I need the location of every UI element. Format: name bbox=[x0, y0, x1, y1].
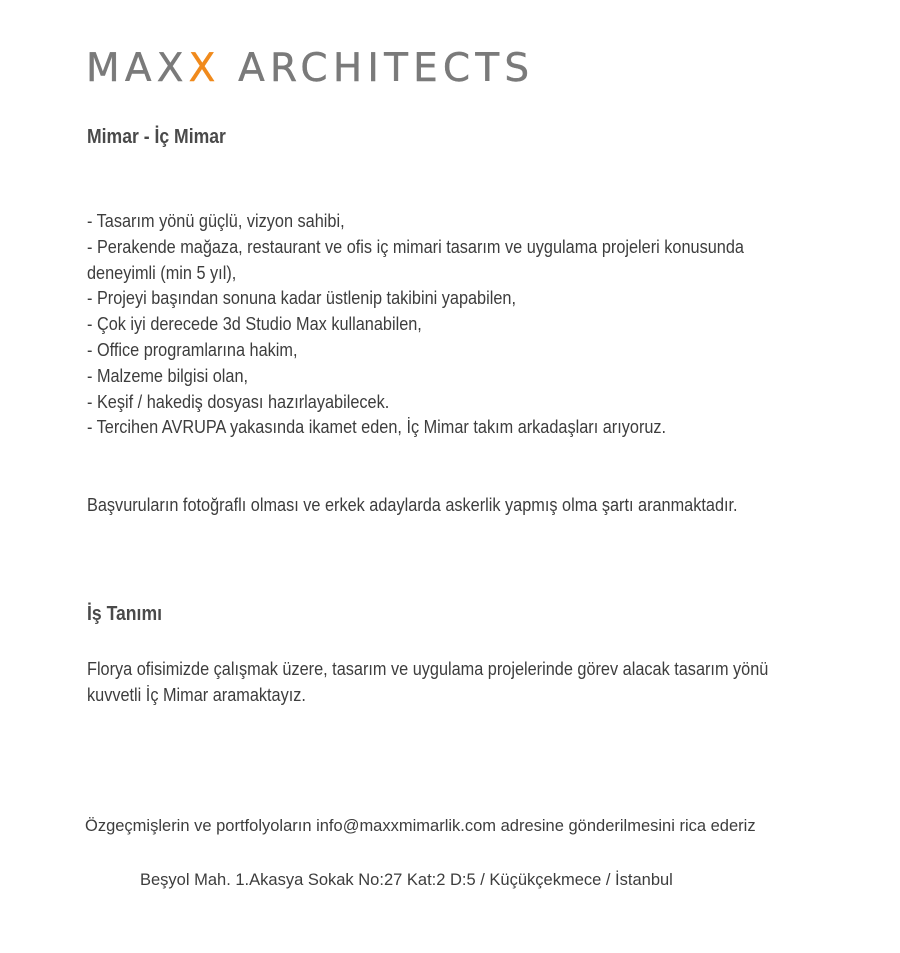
office-address: Beşyol Mah. 1.Akasya Sokak No:27 Kat:2 D:5 / Küçükçekmece / İstanbul bbox=[140, 871, 673, 889]
list-item: - Keşif / hakediş dosyası hazırlayabilecek. bbox=[87, 390, 390, 412]
list-item: - Tercihen AVRUPA yakasında ikamet eden, İç Mimar takım arkadaşları arıyoruz. bbox=[87, 416, 667, 438]
requirements-list bbox=[87, 208, 744, 440]
job-description-line: Florya ofisimizde çalışmak üzere, tasarım ve uygulama projelerinde görev alacak tasarım yönü bbox=[87, 658, 769, 679]
list-item: - Çok iyi derecede 3d Studio Max kullanabilen, bbox=[87, 313, 422, 335]
job-description-text bbox=[87, 656, 768, 708]
job-description-heading: İş Tanımı bbox=[87, 603, 162, 625]
job-title: Mimar - İç Mimar bbox=[87, 126, 226, 148]
job-description-line: kuvvetli İç Mimar aramaktayız. bbox=[87, 683, 306, 705]
list-item: - Perakende mağaza, restaurant ve ofis iç mimari tasarım ve uygulama projeleri konusunda bbox=[87, 235, 744, 257]
logo-text-part2: ARCHITECTS bbox=[220, 46, 535, 91]
list-item: - Tasarım yönü güçlü, vizyon sahibi, bbox=[87, 210, 345, 231]
list-item: deneyimli (min 5 yıl), bbox=[87, 261, 237, 283]
logo-accent-letter: X bbox=[188, 46, 221, 91]
cv-submission-note: Özgeçmişlerin ve portfolyoların info@maxxmimarlik.com adresine gönderilmesini rica ederiz bbox=[85, 817, 756, 835]
list-item: - Malzeme bilgisi olan, bbox=[87, 364, 249, 386]
list-item: - Projeyi başından sonuna kadar üstlenip takibini yapabilen, bbox=[87, 287, 516, 309]
logo-text-part1: MAX bbox=[86, 46, 189, 91]
application-note: Başvuruların fotoğraflı olması ve erkek adaylarda askerlik yapmış olma şartı aranmaktadır. bbox=[87, 494, 738, 515]
company-logo bbox=[86, 45, 534, 93]
list-item: - Office programlarına hakim, bbox=[87, 338, 298, 360]
